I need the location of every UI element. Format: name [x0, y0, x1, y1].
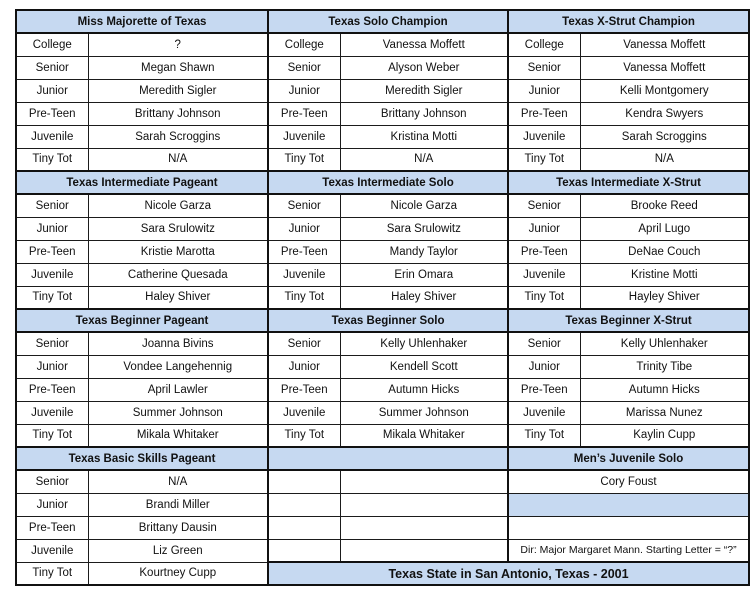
division-label: Pre-Teen [268, 378, 340, 401]
winner-name: Autumn Hicks [340, 378, 508, 401]
winner-name: Megan Shawn [88, 56, 268, 79]
division-label: Senior [268, 194, 340, 217]
results-body [16, 10, 749, 585]
winner-name: Nicole Garza [340, 194, 508, 217]
division-label: Junior [16, 79, 88, 102]
table-row [16, 102, 749, 125]
section-header-row [16, 309, 749, 332]
table-row [16, 125, 749, 148]
division-label: Juvenile [16, 539, 88, 562]
division-label: College [268, 33, 340, 56]
winner-name: Meredith Sigler [88, 79, 268, 102]
winner-name: Meredith Sigler [340, 79, 508, 102]
table-row [16, 493, 749, 516]
mens-juvenile-solo-title: Men’s Juvenile Solo [508, 447, 749, 470]
winner-name: Autumn Hicks [580, 378, 749, 401]
winner-name: N/A [580, 148, 749, 171]
section-header-row [16, 171, 749, 194]
division-label: Tiny Tot [268, 424, 340, 447]
division-label: Junior [16, 493, 88, 516]
blank-cell [340, 470, 508, 493]
director-note: Dir: Major Margaret Mann. Starting Letter = “?” [508, 539, 749, 562]
division-label: Juvenile [268, 125, 340, 148]
division-label: Junior [508, 355, 580, 378]
division-label: Pre-Teen [16, 378, 88, 401]
table-row [16, 378, 749, 401]
winner-name: Kristina Motti [340, 125, 508, 148]
winner-name: Summer Johnson [340, 401, 508, 424]
division-label: Juvenile [16, 401, 88, 424]
division-label: Tiny Tot [16, 148, 88, 171]
division-label: Senior [268, 332, 340, 355]
division-label: Juvenile [508, 401, 580, 424]
winner-name: Mikala Whitaker [340, 424, 508, 447]
mens-juvenile-solo-winner: Cory Foust [508, 470, 749, 493]
division-label: Pre-Teen [16, 102, 88, 125]
division-label: Senior [16, 194, 88, 217]
table-row [16, 286, 749, 309]
blank-cell [268, 493, 340, 516]
winner-name: Kendell Scott [340, 355, 508, 378]
division-label: Tiny Tot [16, 424, 88, 447]
table-row [16, 355, 749, 378]
division-label: Senior [16, 56, 88, 79]
section-title-texas-beginner-solo: Texas Beginner Solo [268, 309, 508, 332]
table-row [16, 33, 749, 56]
winner-name: Brittany Johnson [88, 102, 268, 125]
winner-name: Joanna Bivins [88, 332, 268, 355]
division-label: Junior [268, 355, 340, 378]
table-row [16, 539, 749, 562]
division-label: Juvenile [16, 263, 88, 286]
winner-name: Kelli Montgomery [580, 79, 749, 102]
division-label: Tiny Tot [16, 562, 88, 585]
table-row [16, 424, 749, 447]
division-label: Junior [16, 355, 88, 378]
winner-name: April Lawler [88, 378, 268, 401]
blank-cell [340, 516, 508, 539]
division-label: Juvenile [268, 263, 340, 286]
winner-name: Vanessa Moffett [580, 56, 749, 79]
table-row [16, 148, 749, 171]
winner-name: N/A [88, 148, 268, 171]
division-label: Tiny Tot [508, 148, 580, 171]
winner-name: N/A [88, 470, 268, 493]
winner-name: Kelly Uhlenhaker [340, 332, 508, 355]
section-title-texas-intermediate-solo: Texas Intermediate Solo [268, 171, 508, 194]
division-label: College [16, 33, 88, 56]
division-label: Senior [16, 332, 88, 355]
winner-name: Alyson Weber [340, 56, 508, 79]
section-title-miss-majorette-of-texas: Miss Majorette of Texas [16, 10, 268, 33]
winner-name: Brittany Dausin [88, 516, 268, 539]
winner-name: Brittany Johnson [340, 102, 508, 125]
winner-name: Vondee Langehennig [88, 355, 268, 378]
results-table [15, 9, 750, 586]
winner-name: Haley Shiver [88, 286, 268, 309]
table-row [16, 240, 749, 263]
winner-name: Marissa Nunez [580, 401, 749, 424]
division-label: Junior [508, 217, 580, 240]
winner-name: Kendra Swyers [580, 102, 749, 125]
blank-cell [268, 516, 340, 539]
table-row [16, 516, 749, 539]
table-row [16, 194, 749, 217]
division-label: Senior [508, 56, 580, 79]
winner-name: Mandy Taylor [340, 240, 508, 263]
division-label: Juvenile [16, 125, 88, 148]
division-label: Pre-Teen [268, 102, 340, 125]
winner-name: ? [88, 33, 268, 56]
winner-name: Brooke Reed [580, 194, 749, 217]
blank-cell [268, 539, 340, 562]
division-label: Junior [268, 217, 340, 240]
winner-name: DeNae Couch [580, 240, 749, 263]
table-row [16, 562, 749, 585]
division-label: Pre-Teen [508, 378, 580, 401]
table-row [16, 263, 749, 286]
winner-name: N/A [340, 148, 508, 171]
footer-title: Texas State in San Antonio, Texas - 2001 [268, 562, 749, 585]
winner-name: Sara Srulowitz [88, 217, 268, 240]
blank-cell [268, 470, 340, 493]
division-label: Pre-Teen [508, 102, 580, 125]
table-row [16, 332, 749, 355]
winner-name: Liz Green [88, 539, 268, 562]
section-title-texas-intermediate-x-strut: Texas Intermediate X-Strut [508, 171, 749, 194]
section-title-texas-x-strut-champion: Texas X-Strut Champion [508, 10, 749, 33]
winner-name: April Lugo [580, 217, 749, 240]
blank-cell [508, 493, 749, 516]
winner-name: Kelly Uhlenhaker [580, 332, 749, 355]
winner-name: Brandi Miller [88, 493, 268, 516]
section-title-texas-basic-skills-pageant: Texas Basic Skills Pageant [16, 447, 268, 470]
winner-name: Sarah Scroggins [580, 125, 749, 148]
winner-name: Hayley Shiver [580, 286, 749, 309]
section-title-texas-beginner-pageant: Texas Beginner Pageant [16, 309, 268, 332]
division-label: Juvenile [508, 125, 580, 148]
section-header-row [16, 447, 749, 470]
winner-name: Trinity Tibe [580, 355, 749, 378]
division-label: Junior [268, 79, 340, 102]
section-title-texas-intermediate-pageant: Texas Intermediate Pageant [16, 171, 268, 194]
table-row [16, 470, 749, 493]
division-label: Tiny Tot [508, 286, 580, 309]
section-title-texas-solo-champion: Texas Solo Champion [268, 10, 508, 33]
division-label: Tiny Tot [508, 424, 580, 447]
blank-cell [508, 516, 749, 539]
winner-name: Vanessa Moffett [580, 33, 749, 56]
division-label: Juvenile [268, 401, 340, 424]
division-label: Juvenile [508, 263, 580, 286]
table-row [16, 401, 749, 424]
winner-name: Summer Johnson [88, 401, 268, 424]
winner-name: Sara Srulowitz [340, 217, 508, 240]
division-label: College [508, 33, 580, 56]
blank-cell [268, 447, 508, 470]
division-label: Pre-Teen [16, 516, 88, 539]
winner-name: Haley Shiver [340, 286, 508, 309]
winner-name: Sarah Scroggins [88, 125, 268, 148]
winner-name: Kaylin Cupp [580, 424, 749, 447]
winner-name: Kristine Motti [580, 263, 749, 286]
division-label: Pre-Teen [16, 240, 88, 263]
division-label: Pre-Teen [508, 240, 580, 263]
winner-name: Catherine Quesada [88, 263, 268, 286]
division-label: Senior [508, 194, 580, 217]
table-row [16, 79, 749, 102]
division-label: Tiny Tot [16, 286, 88, 309]
winner-name: Vanessa Moffett [340, 33, 508, 56]
division-label: Pre-Teen [268, 240, 340, 263]
winner-name: Kourtney Cupp [88, 562, 268, 585]
section-title-texas-beginner-x-strut: Texas Beginner X-Strut [508, 309, 749, 332]
division-label: Senior [268, 56, 340, 79]
table-row [16, 217, 749, 240]
blank-cell [340, 493, 508, 516]
blank-cell [340, 539, 508, 562]
division-label: Senior [508, 332, 580, 355]
winner-name: Nicole Garza [88, 194, 268, 217]
table-row [16, 56, 749, 79]
division-label: Junior [16, 217, 88, 240]
division-label: Tiny Tot [268, 148, 340, 171]
winner-name: Mikala Whitaker [88, 424, 268, 447]
winner-name: Kristie Marotta [88, 240, 268, 263]
division-label: Junior [508, 79, 580, 102]
division-label: Tiny Tot [268, 286, 340, 309]
section-header-row [16, 10, 749, 33]
winner-name: Erin Omara [340, 263, 508, 286]
division-label: Senior [16, 470, 88, 493]
